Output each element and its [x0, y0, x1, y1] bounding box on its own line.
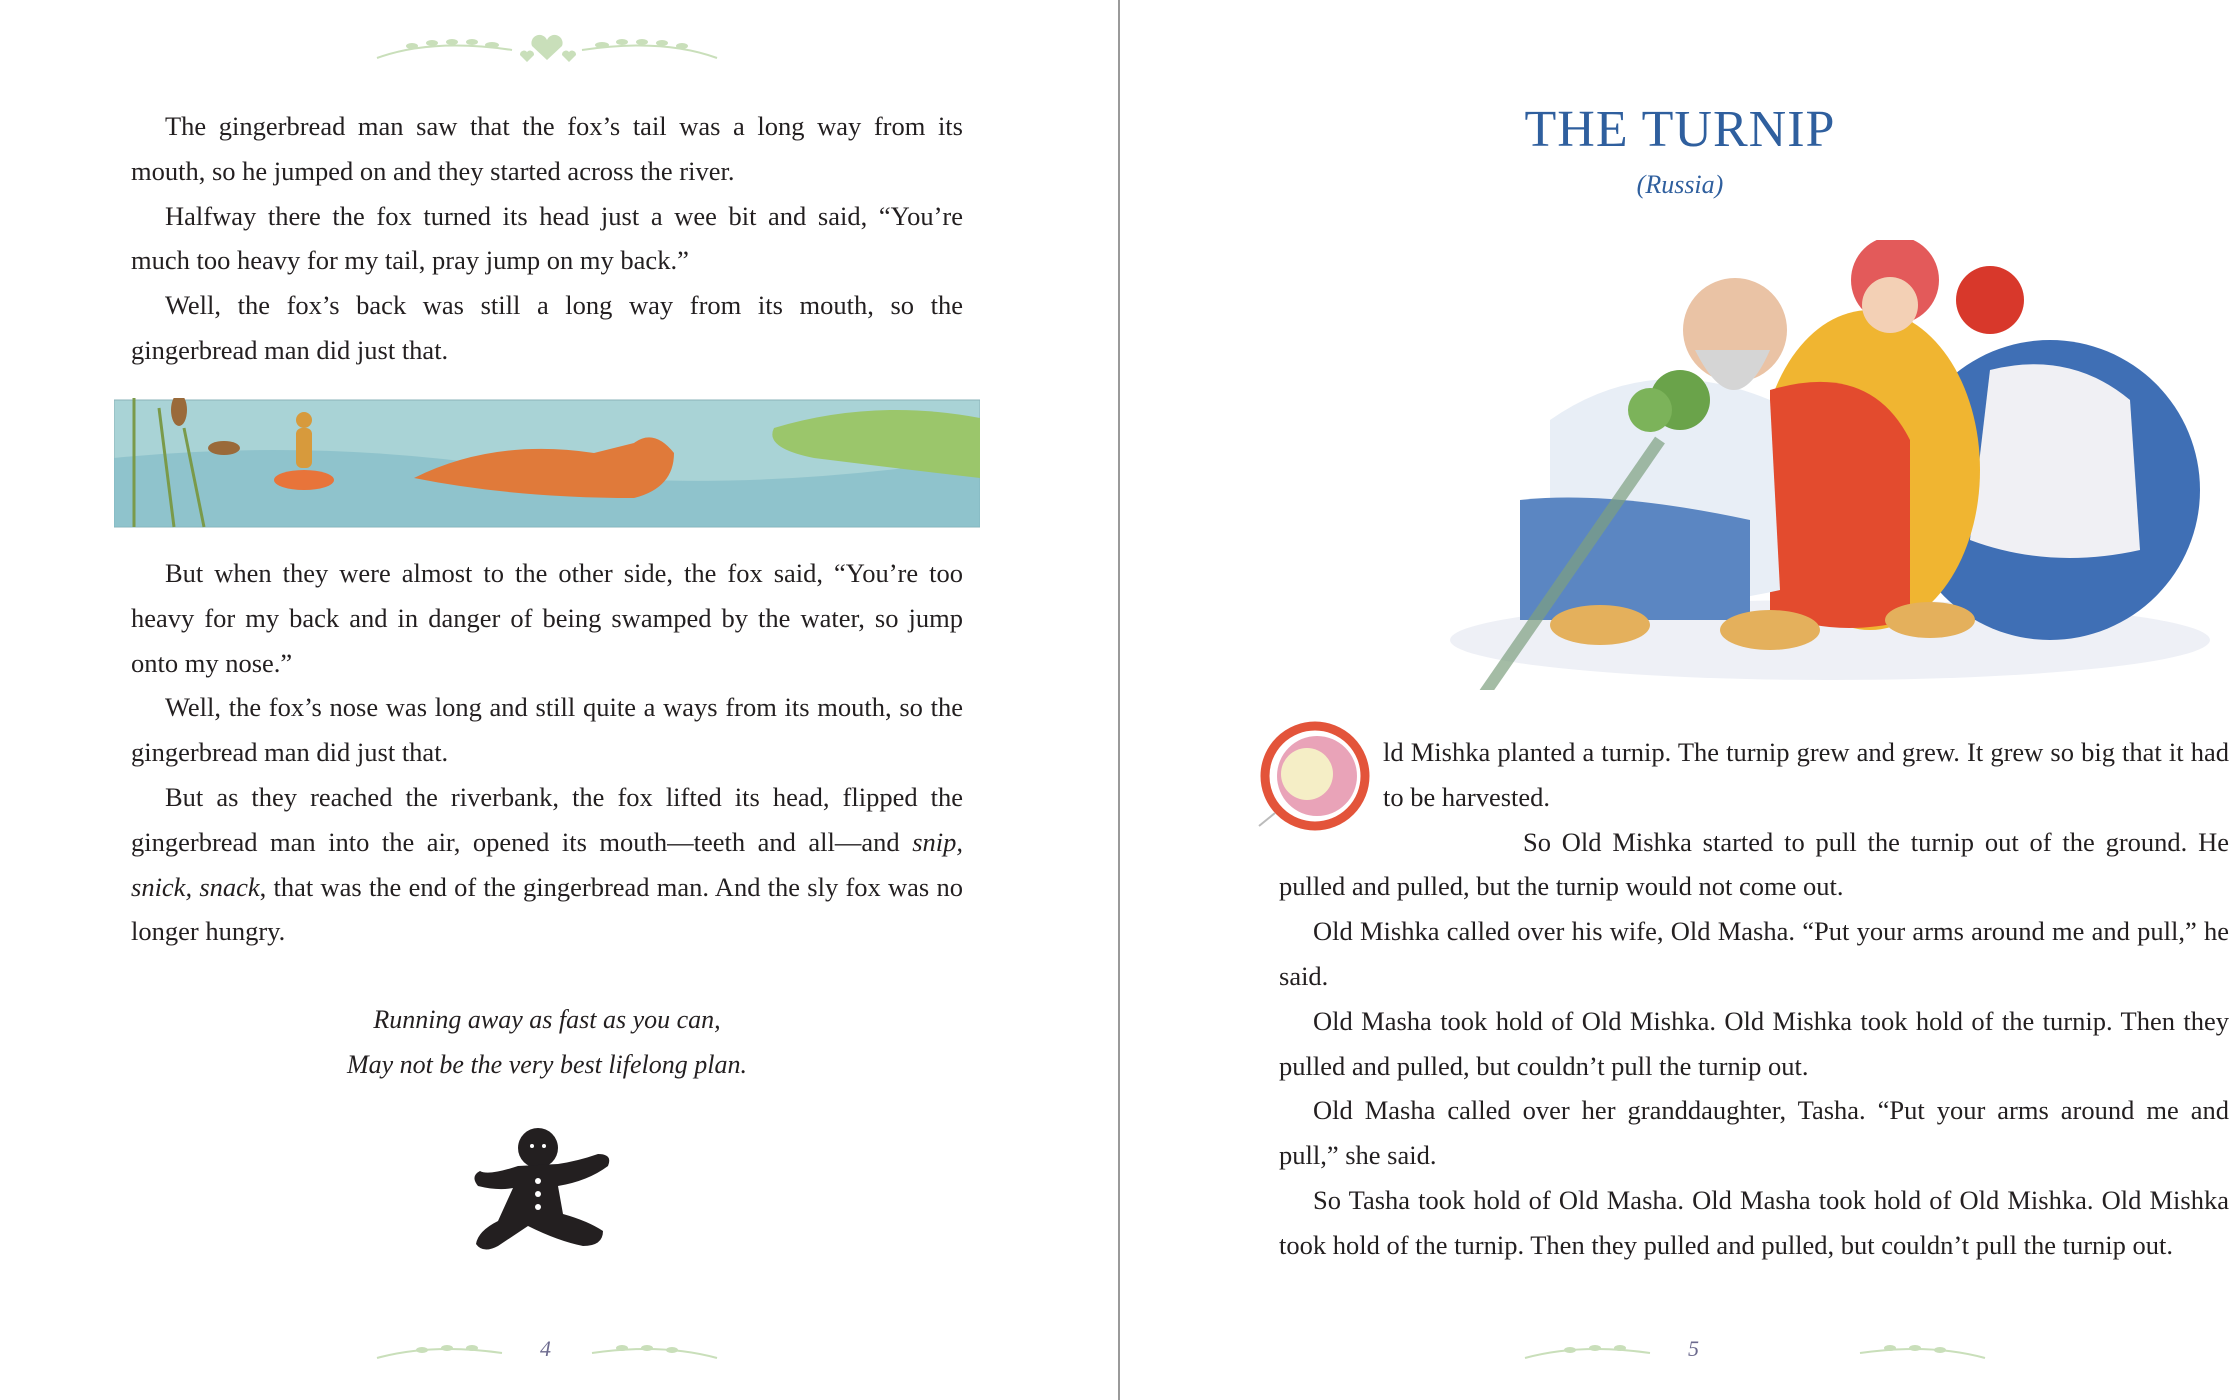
fox-river-illustration: [114, 398, 980, 529]
left-page: [0, 0, 1118, 1400]
text-span: , that was the end of the gingerbread man. And the sly fox was no longer hungry.: [131, 871, 963, 947]
text-span: But as they reached the riverbank, the fox lifted its head, flipped the gingerbread man into the air, opened its mouth—teeth and all—and: [131, 781, 963, 857]
story-title: THE TURNIP: [1524, 101, 1836, 158]
story-text-top: [131, 104, 963, 373]
right-page: [1120, 0, 2240, 1400]
paragraph: Old Masha called over her granddaughter, Tasha. “Put your arms around me and pull,” she said.: [1279, 1095, 2229, 1171]
verse-line: May not be the very best lifelong plan.: [346, 1049, 747, 1079]
paragraph: So Tasha took hold of Old Masha. Old Masha took hold of Old Mishka. Old Mishka took hold of the turnip. Then they pulled and pulled, but couldn’t pull the turnip out.: [1279, 1184, 2229, 1260]
paragraph-text: ld Mishka planted a turnip. The turnip grew and grew. It grew so big that it had to be harvested.: [1383, 737, 2229, 812]
paragraph: So Old Mishka started to pull the turnip out of the ground. He pulled and pulled, but the turnip would not come out.: [1279, 826, 2229, 902]
verse-line: Running away as fast as you can,: [373, 1005, 721, 1034]
paragraph: Halfway there the fox turned its head just a wee bit and said, “You’re much too heavy for my tail, pray jump on my back.”: [131, 200, 963, 276]
turnip-drop-cap-o-icon: [1255, 718, 1373, 836]
story-text: [1279, 730, 2229, 1268]
page-number: 5: [1688, 1336, 1699, 1361]
family-pulling-turnip-illustration: [1350, 240, 2240, 690]
leaf-heart-ornament-icon: [372, 28, 722, 68]
moral-verse: [131, 998, 963, 1088]
gingerbread-man-silhouette-icon: [468, 1126, 618, 1258]
paragraph: Well, the fox’s back was still a long way from its mouth, so the gingerbread man did just that.: [131, 290, 963, 365]
paragraph: Old Mishka called over his wife, Old Masha. “Put your arms around me and pull,” he said.: [1279, 916, 2229, 991]
paragraph: [131, 775, 963, 954]
leaf-ornament-icon: [1520, 1338, 1990, 1368]
paragraph: Old Masha took hold of Old Mishka. Old Mishka took hold of the turnip. Then they pulled and pulled, but couldn’t pull the turnip out.: [1279, 1005, 2229, 1081]
story-origin: (Russia): [1636, 170, 1724, 199]
page-number: 4: [540, 1336, 551, 1361]
first-paragraph: [1279, 730, 2229, 820]
paragraph: But when they were almost to the other side, the fox said, “You’re too heavy for my back and in danger of being swamped by the water, so jump onto my nose.”: [131, 558, 963, 678]
italic-text: snip, snick, snack: [131, 826, 963, 902]
paragraph: Well, the fox’s nose was long and still quite a ways from its mouth, so the gingerbread man did just that.: [131, 692, 963, 768]
paragraph: The gingerbread man saw that the fox’s tail was a long way from its mouth, so he jumped on and they started across the river.: [131, 111, 963, 186]
story-text-bottom: [131, 551, 963, 954]
